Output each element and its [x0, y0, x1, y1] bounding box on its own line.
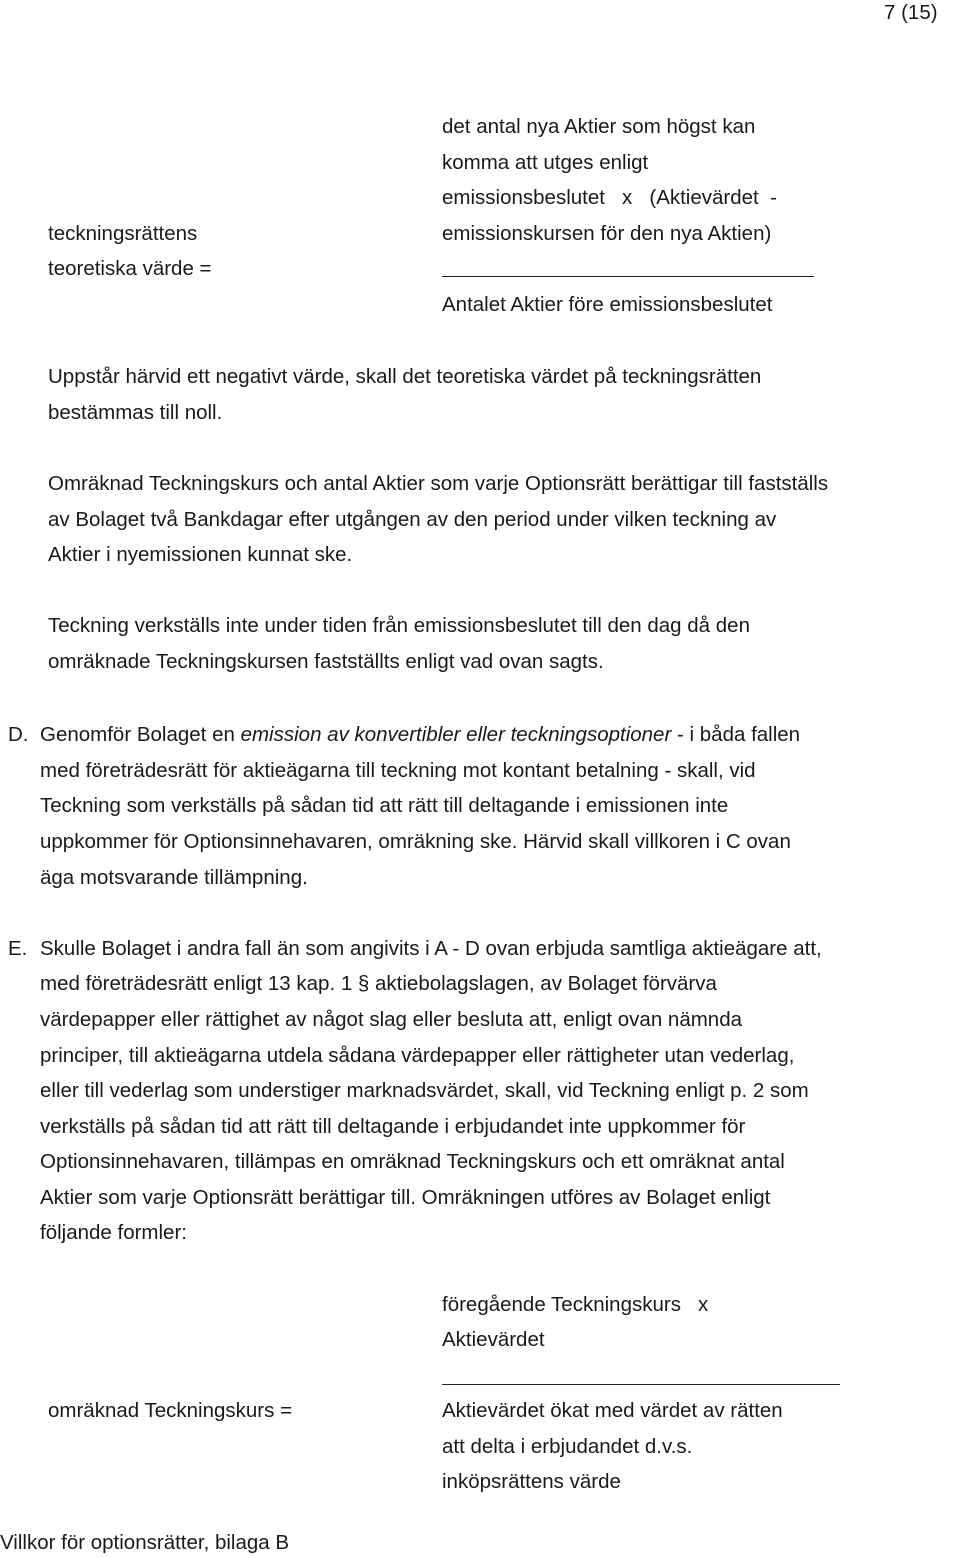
section-e-line: Aktier som varje Optionsrätt berättigar till. Omräkningen utföres av Bolaget enligt	[40, 1186, 771, 1209]
formula2-denominator-line2: att delta i erbjudandet d.v.s.	[442, 1435, 693, 1458]
section-d-italic-term: emission av konvertibler eller teckningsoptioner	[240, 723, 672, 746]
section-e-line: följande formler:	[40, 1221, 187, 1244]
paragraph-line: omräknade Teckningskursen fastställts enligt vad ovan sagts.	[48, 650, 604, 673]
paragraph-line: Teckning verkställs inte under tiden från emissionsbeslutet till den dag då den	[48, 614, 750, 637]
section-e-line: med företrädesrätt enligt 13 kap. 1 § aktiebolagslagen, av Bolaget förvärva	[40, 972, 717, 995]
paragraph-line: Aktier i nyemissionen kunnat ske.	[48, 543, 353, 566]
section-d-line: uppkommer för Optionsinnehavaren, omräkning ske. Härvid skall villkoren i C ovan	[40, 830, 791, 853]
section-e-line: Skulle Bolaget i andra fall än som angivits i A - D ovan erbjuda samtliga aktieägare att,	[40, 937, 822, 960]
paragraph-line: Uppstår härvid ett negativt värde, skall det teoretiska värdet på teckningsrätten	[48, 365, 762, 388]
section-e-line: värdepapper eller rättighet av något slag eller besluta att, enligt ovan nämnda	[40, 1008, 743, 1031]
formula2-denominator-line3: inköpsrättens värde	[442, 1470, 621, 1493]
paragraph-line: Omräknad Teckningskurs och antal Aktier som varje Optionsrätt berättigar till fastställs	[48, 472, 829, 495]
formula2-denominator-line1: Aktievärdet ökat med värdet av rätten	[442, 1399, 783, 1422]
section-e-line: principer, till aktieägarna utdela sådana värdepapper eller rättigheter utan vederlag,	[40, 1044, 795, 1067]
formula2-fraction-bar	[442, 1384, 840, 1385]
section-e-letter: E.	[8, 937, 28, 960]
section-d-letter: D.	[8, 723, 29, 746]
formula1-numerator-line2: komma att utges enligt	[442, 151, 649, 174]
section-e-line: eller till vederlag som understiger marknadsvärdet, skall, vid Teckning enligt p. 2 som	[40, 1079, 809, 1102]
formula1-numerator-line1: det antal nya Aktier som högst kan	[442, 115, 756, 138]
section-d-text: Genomför Bolaget en	[40, 723, 241, 746]
section-d-line: med företrädesrätt för aktieägarna till teckning mot kontant betalning - skall, vid	[40, 759, 756, 782]
formula1-numerator-line4: emissionskursen för den nya Aktien)	[442, 222, 772, 245]
formula1-fraction-bar	[442, 276, 814, 277]
paragraph-line: bestämmas till noll.	[48, 401, 223, 424]
footer-document-title: Villkor för optionsrätter, bilaga B	[0, 1531, 290, 1554]
section-d-line: äga motsvarande tillämpning.	[40, 866, 308, 889]
formula2-lhs: omräknad Teckningskurs =	[48, 1399, 293, 1422]
section-e-line: verkställs på sådan tid att rätt till deltagande i erbjudandet inte uppkommer för	[40, 1115, 746, 1138]
page-number: 7 (15)	[884, 1, 938, 24]
section-d-line1	[8, 717, 800, 753]
formula1-numerator-line3: emissionsbeslutet x (Aktievärdet -	[442, 186, 777, 209]
formula1-denominator: Antalet Aktier före emissionsbeslutet	[442, 293, 773, 316]
formula1-lhs-line2: teoretiska värde =	[48, 257, 212, 280]
paragraph-line: av Bolaget två Bankdagar efter utgången av den period under vilken teckning av	[48, 508, 777, 531]
section-d-text: - i båda fallen	[671, 723, 801, 746]
formula2-numerator-line1: föregående Teckningskurs x	[442, 1293, 709, 1316]
formula2-numerator-line2: Aktievärdet	[442, 1328, 545, 1351]
formula1-lhs-line1: teckningsrättens	[48, 222, 198, 245]
section-d-line: Teckning som verkställs på sådan tid att rätt till deltagande i emissionen inte	[40, 794, 729, 817]
section-e-line: Optionsinnehavaren, tillämpas en omräknad Teckningskurs och ett omräknat antal	[40, 1150, 785, 1173]
